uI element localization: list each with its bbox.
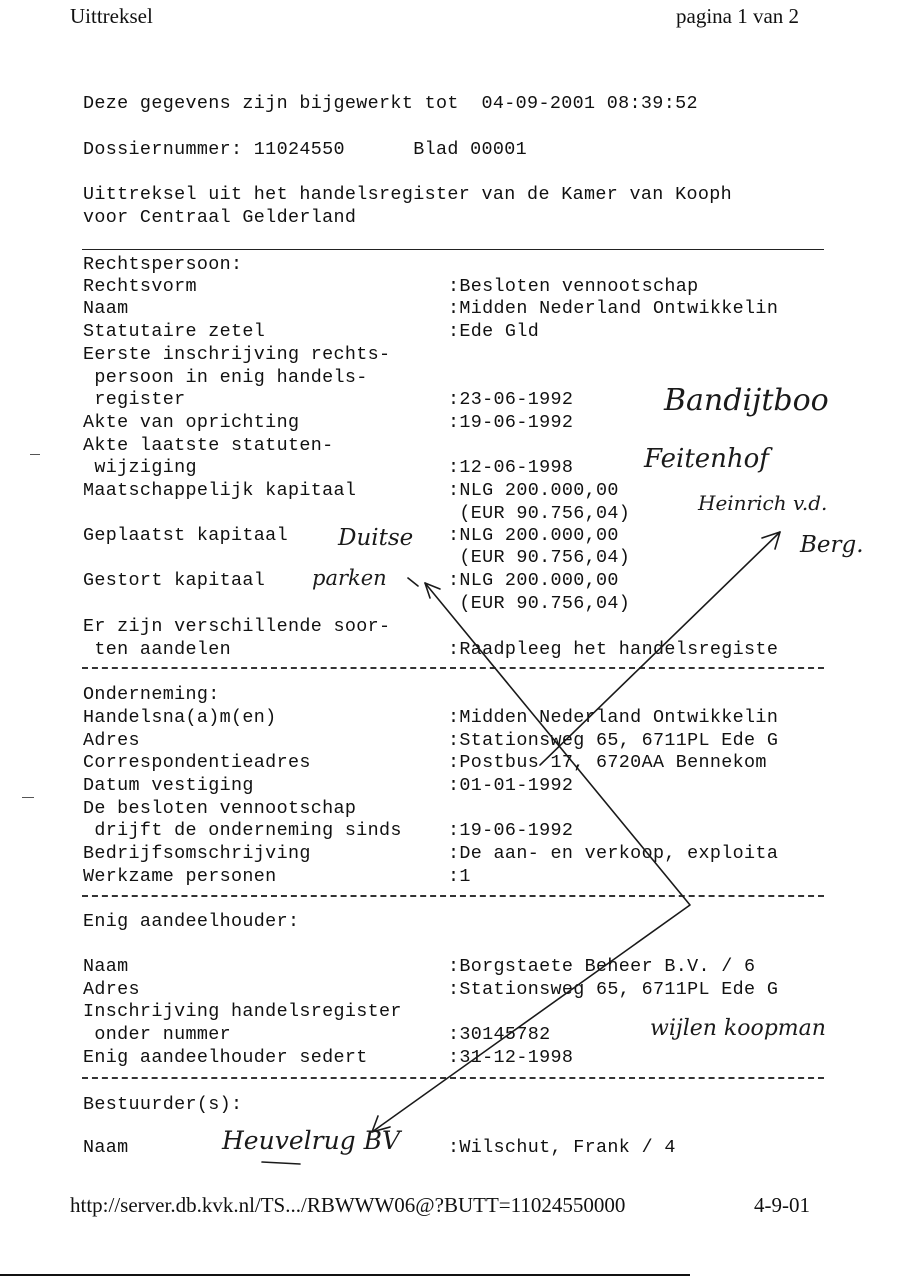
row-label: Datum vestiging — [83, 775, 254, 796]
page-indicator: pagina 1 van 2 — [676, 4, 800, 28]
row-value: :Raadpleeg het handelsregiste — [448, 639, 779, 660]
dossier-line: Dossiernummer: 11024550 Blad 00001 — [83, 139, 528, 160]
section-heading-onderneming: Onderneming: — [83, 684, 220, 705]
row-value: :1 — [448, 866, 471, 887]
row-value: :NLG 200.000,00 — [448, 525, 619, 546]
row-label: register — [83, 389, 186, 410]
row-label: Rechtsvorm — [83, 276, 197, 297]
document-title: Uittreksel — [70, 4, 153, 28]
row-label: Naam — [83, 1137, 129, 1158]
register-line-1: Uittreksel uit het handelsregister van de Kamer van Kooph — [83, 184, 733, 205]
row-label: Eerste inschrijving rechts- — [83, 344, 391, 365]
row-value: :23-06-1992 — [448, 389, 574, 410]
row-label: Statutaire zetel — [83, 321, 266, 342]
row-label: onder nummer — [83, 1024, 232, 1045]
scan-mark — [30, 454, 40, 455]
row-label: Handelsna(a)m(en) — [83, 707, 277, 728]
row-label: drijft de onderneming sinds — [83, 820, 402, 841]
handwriting-underline — [262, 1162, 300, 1164]
row-value: :Stationsweg 65, 6711PL Ede G — [448, 730, 779, 751]
updated-line: Deze gegevens zijn bijgewerkt tot 04-09-2001 08:39:52 — [83, 93, 698, 114]
row-label: Bedrijfsomschrijving — [83, 843, 311, 864]
row-label: Maatschappelijk kapitaal — [83, 480, 357, 501]
row-value: :12-06-1998 — [448, 457, 574, 478]
row-label: wijziging — [83, 457, 197, 478]
handwriting-feitenhof: Feitenhof — [644, 444, 769, 474]
row-label: Naam — [83, 298, 129, 319]
row-label: Enig aandeelhouder sedert — [83, 1047, 368, 1068]
row-label: Akte laatste statuten- — [83, 435, 334, 456]
row-value: (EUR 90.756,04) — [448, 547, 631, 568]
row-value: :31-12-1998 — [448, 1047, 574, 1068]
row-label: Akte van oprichting — [83, 412, 300, 433]
row-value: (EUR 90.756,04) — [448, 593, 631, 614]
handwriting-heuvelrug: Heuvelrug BV — [222, 1126, 401, 1155]
row-label: Adres — [83, 979, 140, 1000]
row-label: Adres — [83, 730, 140, 751]
row-value: (EUR 90.756,04) — [448, 503, 631, 524]
row-value: :Stationsweg 65, 6711PL Ede G — [448, 979, 779, 1000]
row-value: :19-06-1992 — [448, 412, 574, 433]
handwriting-heinrich: Heinrich v.d. — [698, 491, 828, 515]
row-label: Inschrijving handelsregister — [83, 1001, 402, 1022]
row-value: :De aan- en verkoop, exploita — [448, 843, 779, 864]
section-heading-rechtspersoon: Rechtspersoon: — [83, 254, 243, 275]
row-label: Correspondentieadres — [83, 752, 311, 773]
scan-mark — [22, 797, 34, 798]
row-value: :Wilschut, Frank / 4 — [448, 1137, 676, 1158]
row-value: :19-06-1992 — [448, 820, 574, 841]
section-heading-aandeelhouder: Enig aandeelhouder: — [83, 911, 300, 932]
row-label: Naam — [83, 956, 129, 977]
row-value: :Midden Nederland Ontwikkelin — [448, 298, 779, 319]
row-label: ten aandelen — [83, 639, 232, 660]
handwriting-wijlen-koopman: wijlen koopman — [650, 1016, 826, 1041]
row-value: :NLG 200.000,00 — [448, 570, 619, 591]
row-value: :Postbus 17, 6720AA Bennekom — [448, 752, 767, 773]
row-label: persoon in enig handels- — [83, 367, 368, 388]
handwriting-berg: Berg. — [800, 532, 864, 558]
row-value: :Borgstaete Beheer B.V. / 6 — [448, 956, 756, 977]
row-value: :30145782 — [448, 1024, 551, 1045]
row-label: De besloten vennootschap — [83, 798, 357, 819]
row-label: Geplaatst kapitaal — [83, 525, 288, 546]
register-line-2: voor Centraal Gelderland — [83, 207, 357, 228]
row-label: Er zijn verschillende soor- — [83, 616, 391, 637]
row-label: Gestort kapitaal — [83, 570, 266, 591]
section-heading-bestuurder: Bestuurder(s): — [83, 1094, 243, 1115]
page-bottom-edge — [0, 1274, 690, 1276]
row-value: :01-01-1992 — [448, 775, 574, 796]
footer-url: http://server.db.kvk.nl/TS.../RBWWW06@?BUTT=11024550000 — [70, 1193, 626, 1217]
row-value: :Besloten vennootschap — [448, 276, 699, 297]
handwriting-bandijtboo: Bandijtboo — [664, 383, 829, 418]
footer-date: 4-9-01 — [754, 1193, 810, 1217]
row-value: :NLG 200.000,00 — [448, 480, 619, 501]
handwriting-parken: parken — [312, 566, 387, 590]
row-value: :Midden Nederland Ontwikkelin — [448, 707, 779, 728]
arrow-line-up — [540, 532, 780, 765]
row-label: Werkzame personen — [83, 866, 277, 887]
handwriting-duitse: Duitse — [338, 525, 414, 551]
row-value: :Ede Gld — [448, 321, 540, 342]
